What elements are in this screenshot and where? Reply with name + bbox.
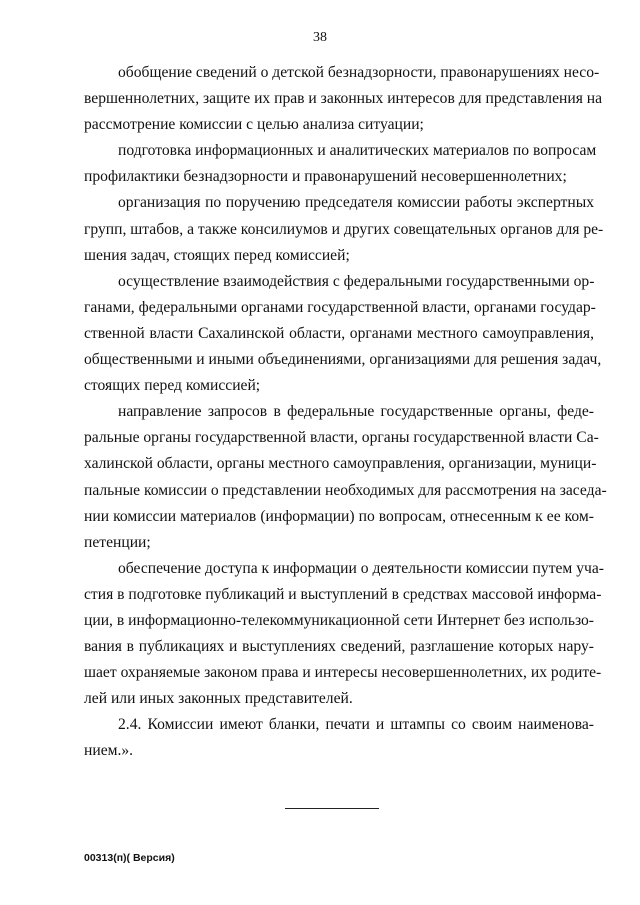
text-line: лей или иных законных представителей. [84, 690, 353, 708]
text-line: стоящих перед комиссией; [84, 377, 261, 395]
paragraph-2 [84, 138, 597, 190]
text-line: подготовка информационных и аналитических материалов по вопросам [118, 142, 597, 160]
paragraph-6 [84, 556, 604, 713]
text-line: вания в публикациях и выступлениях сведений, разглашение которых нару- [84, 638, 594, 656]
text-line: шает охраняемые законом права и интересы несовершеннолетних, их родите- [84, 664, 602, 682]
paragraph-4 [84, 269, 602, 399]
text-line: шения задач, стоящих перед комиссией; [84, 246, 350, 264]
paragraph-7 [84, 712, 594, 764]
text-line: 2.4. Комиссии имеют бланки, печати и штампы со своим наименова- [118, 716, 594, 734]
text-line: обеспечение доступа к информации о деятельности комиссии путем уча- [118, 559, 604, 577]
paragraph-1 [84, 60, 603, 138]
text-line: ственной власти Сахалинской области, органами местного самоуправления, [84, 324, 594, 342]
text-line: стия в подготовке публикаций и выступлений в средствах массовой информа- [84, 585, 602, 603]
text-line: пальные комиссии о представлении необходимых для рассмотрения на заседа- [84, 481, 607, 499]
text-line: ции, в информационно-телекоммуникационной сети Интернет без использо- [84, 611, 594, 629]
text-line: петенции; [84, 533, 151, 551]
text-line: рассмотрение комиссии с целью анализа ситуации; [84, 116, 424, 134]
closing-separator-line [285, 808, 379, 809]
text-line: групп, штабов, а также консилиумов и других совещательных органов для ре- [84, 220, 604, 238]
text-line: вершеннолетних, защите их прав и законных интересов для представления на [84, 90, 603, 108]
text-line: халинской области, органы местного самоуправления, организации, муници- [84, 455, 597, 473]
text-line: профилактики безнадзорности и правонарушений несовершеннолетних; [84, 168, 567, 186]
text-line: обобщение сведений о детской безнадзорности, правонарушениях несо- [118, 64, 600, 81]
text-line: ральные органы государственной власти, органы государственной власти Са- [84, 429, 599, 447]
text-line: общественными и иными объединениями, организациями для решения задач, [84, 351, 602, 369]
text-line: ганами, федеральными органами государственной власти, органами государ- [84, 298, 596, 316]
text-line: организация по поручению председателя комиссии работы экспертных [118, 194, 594, 212]
text-line: нием.». [84, 742, 134, 760]
text-line: направление запросов в федеральные государственные органы, феде- [118, 403, 594, 421]
paragraph-3 [84, 190, 604, 268]
text-line: нии комиссии материалов (информации) по вопросам, отнесенным к ее ком- [84, 507, 594, 525]
page-number: 38 [313, 30, 327, 45]
document-body [84, 60, 607, 765]
document-code: 00313(п)( Версия) [84, 852, 175, 864]
paragraph-5 [84, 399, 607, 556]
text-line: осуществление взаимодействия с федеральными государственными ор- [118, 272, 595, 290]
